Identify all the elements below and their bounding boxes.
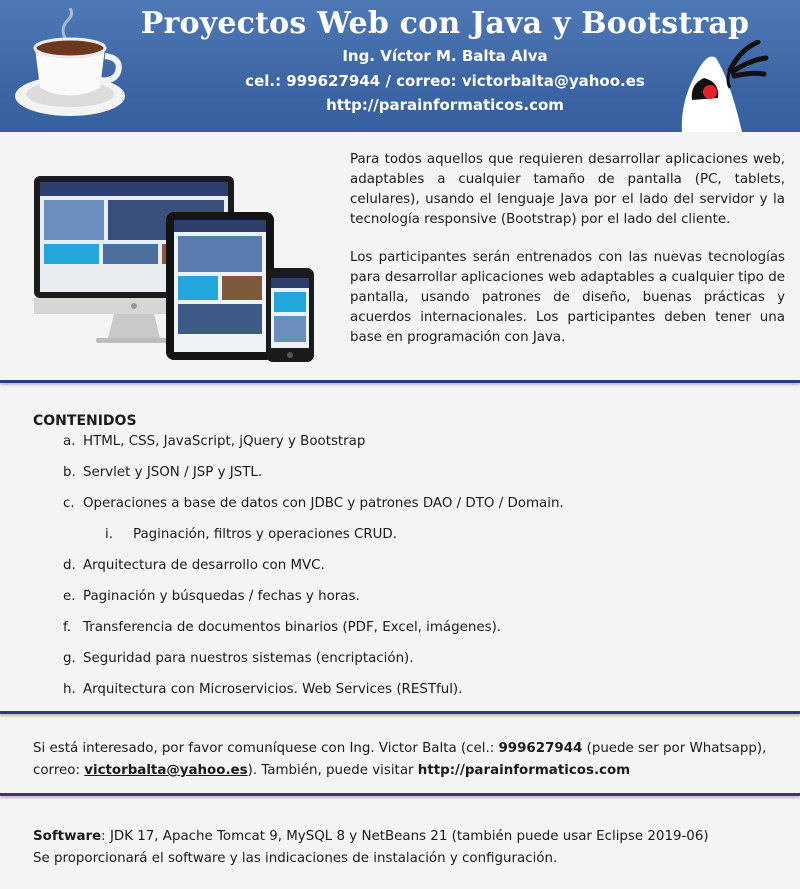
list-marker: b. xyxy=(63,465,76,480)
software-line xyxy=(33,826,793,848)
list-marker: f. xyxy=(63,620,71,635)
contact-text: Si está interesado, por favor comuníquese con Ing. Victor Balta (cel.: xyxy=(33,741,499,756)
list-marker: i. xyxy=(105,527,113,542)
list-item-text: Transferencia de documentos binarios (PDF, Excel, imágenes). xyxy=(83,620,502,635)
phone-number: 999627944 xyxy=(498,741,583,756)
list-marker: h. xyxy=(63,682,76,697)
list-item xyxy=(63,620,501,635)
list-marker: g. xyxy=(63,651,76,666)
list-item-text: HTML, CSS, JavaScript, jQuery y Bootstrap xyxy=(83,434,366,449)
responsive-devices-image xyxy=(30,170,340,370)
list-marker: d. xyxy=(63,558,76,573)
section-divider xyxy=(0,711,800,714)
intro-text xyxy=(350,150,785,366)
list-item-text: Paginación y búsquedas / fechas y horas. xyxy=(83,589,360,604)
list-item-text: Servlet y JSON / JSP y JSTL. xyxy=(83,465,263,480)
software-label: Software xyxy=(33,829,102,844)
list-marker: c. xyxy=(63,496,75,511)
intro-paragraph-2: Los participantes serán entrenados con las nuevas tecnologías para desarrollar aplicaciones web adaptables a cualquier tipo de pantalla, usando patrones de diseño, buenas prácticas y acuerdos internacionales. Los participantes deben tener una base en programación con Java. xyxy=(350,250,785,345)
header-banner xyxy=(0,0,800,132)
contact-info xyxy=(33,738,783,782)
section-divider xyxy=(0,380,800,383)
coffee-cup-icon xyxy=(10,8,130,123)
intro-paragraph-1: Para todos aquellos que requieren desarrollar aplicaciones web, adaptables a cualquier tamaño de pantalla (PC, tablets, celulares), usando el lenguaje Java por el lado del servidor y la tecnología responsive (Bootstrap) por el lado del cliente. xyxy=(350,152,785,227)
header-website: http://parainformaticos.com xyxy=(326,96,564,114)
list-item-text: Arquitectura de desarrollo con MVC. xyxy=(83,558,325,573)
list-item-text: Paginación, filtros y operaciones CRUD. xyxy=(133,527,397,542)
list-item xyxy=(63,496,564,511)
email-link[interactable]: victorbalta@yahoo.es xyxy=(84,763,248,778)
list-item xyxy=(63,589,360,604)
page-title: Proyectos Web con Java y Bootstrap xyxy=(140,6,750,41)
contents-heading: CONTENIDOS xyxy=(33,413,137,429)
list-item xyxy=(63,682,462,697)
sub-list-item xyxy=(105,527,397,542)
website-link[interactable]: http://parainformaticos.com xyxy=(417,763,631,778)
software-info xyxy=(33,826,793,870)
list-item-text: Arquitectura con Microservicios. Web Services (RESTful). xyxy=(83,682,463,697)
contact-text: (puede ser por Whatsapp), correo: xyxy=(33,741,767,778)
list-marker: a. xyxy=(63,434,76,449)
list-item xyxy=(63,434,365,449)
list-item xyxy=(63,558,325,573)
list-item xyxy=(63,651,414,666)
software-note: Se proporcionará el software y las indicaciones de instalación y configuración. xyxy=(33,851,558,866)
list-item-text: Seguridad para nuestros sistemas (encriptación). xyxy=(83,651,414,666)
author-name: Ing. Víctor M. Balta Alva xyxy=(342,47,548,65)
list-item-text: Operaciones a base de datos con JDBC y patrones DAO / DTO / Domain. xyxy=(83,496,564,511)
list-marker: e. xyxy=(63,589,76,604)
duke-mascot-icon xyxy=(670,40,770,132)
list-item xyxy=(63,465,262,480)
contact-text: ). También, puede visitar xyxy=(247,763,418,778)
header-contact: cel.: 999627944 / correo: victorbalta@yahoo.es xyxy=(245,72,645,90)
software-text: : JDK 17, Apache Tomcat 9, MySQL 8 y NetBeans 21 (también puede usar Eclipse 2019-06) xyxy=(101,829,709,844)
section-divider xyxy=(0,793,800,796)
